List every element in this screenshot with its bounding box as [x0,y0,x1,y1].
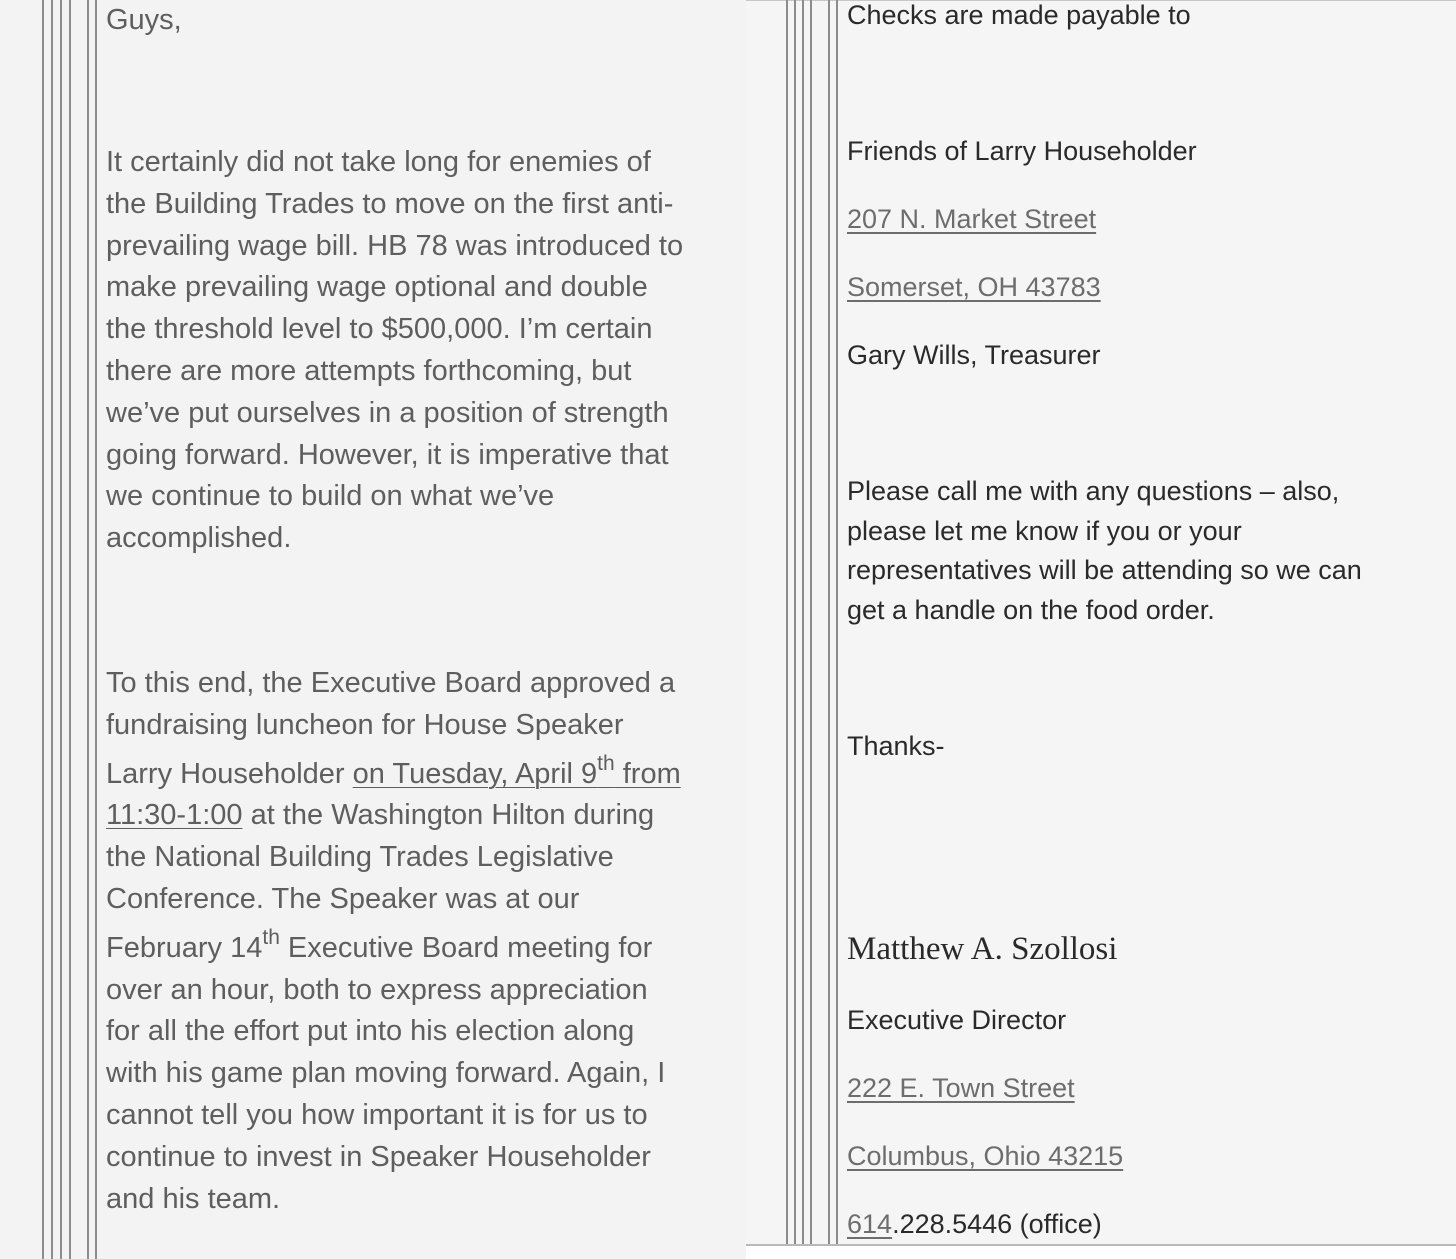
paragraph-line: accomplished. [106,522,292,555]
greeting: Guys, [106,4,182,36]
quote-rule [60,0,62,1259]
quote-rule [802,0,804,1244]
paragraph-line: Conference. The Speaker was at our [106,882,580,915]
paragraph-line: for all the effort put into his election along [106,1015,635,1048]
thanks-text: Thanks- [847,731,945,761]
payee-street-link[interactable]: 207 N. Market Street [847,204,1097,234]
payee-city-link[interactable]: Somerset, OH 43783 [847,272,1101,302]
paragraph-line: representatives will be attending so we can [847,555,1362,585]
paragraph-line: 11:30-1:00 at the Washington Hilton during [106,799,655,832]
quote-rule [95,0,97,1259]
paragraph-line: we continue to build on what we’ve [106,480,555,513]
bottom-divider [746,1244,1456,1259]
paragraph-line: It certainly did not take long for enemies of [106,146,651,178]
paragraph-line: To this end, the Executive Board approved a [106,667,676,699]
paragraph-line: we’ve put ourselves in a position of strength [106,396,669,429]
paragraph-line: the National Building Trades Legislative [106,841,614,874]
paragraph-line: cannot tell you how important it is for us to [106,1098,648,1131]
paragraph-line: over an hour, both to express appreciation [106,973,648,1006]
paragraph-line: the Building Trades to move on the first anti- [106,187,674,220]
quote-rule [42,0,44,1259]
quote-rule [828,0,830,1244]
phone-link[interactable]: 614 [847,1209,893,1239]
paragraph-prevailing-wage [106,142,726,560]
call-paragraph [847,472,1447,630]
paragraph-line: there are more attempts forthcoming, but [106,354,632,387]
paragraph-line: prevailing wage bill. HB 78 was introduced to [106,229,684,262]
paragraph-line: and his team. [106,1182,281,1215]
paragraph-line: get a handle on the food order. [847,594,1215,625]
right-email-pane [746,0,1456,1244]
payee-name: Friends of Larry Householder [847,136,1197,166]
phone-number: 614.228.5446 (office) [847,1209,1102,1239]
paragraph-line: fundraising luncheon for House Speaker [106,708,624,741]
paragraph-line: continue to invest in Speaker Householder [106,1140,651,1173]
quote-rule [87,0,89,1259]
paragraph-line: the threshold level to $500,000. I’m certain [106,313,653,346]
quote-rule [69,0,71,1259]
sender-street-link[interactable]: 222 E. Town Street [847,1073,1075,1103]
paragraph-line: Larry Householder on Tuesday, April 9th from [106,751,681,790]
signature-title: Executive Director [847,1005,1067,1035]
paragraph-line: going forward. However, it is imperative that [106,438,669,471]
quote-rule [810,0,812,1244]
quote-rule [786,0,788,1244]
sender-city-link[interactable]: Columbus, Ohio 43215 [847,1141,1124,1171]
quote-rule [794,0,796,1244]
signature-name: Matthew A. Szollosi [847,931,1118,967]
checks-payable-text: Checks are made payable to [847,0,1191,30]
paragraph-line: make prevailing wage optional and double [106,271,648,304]
quote-rule [836,0,838,1244]
paragraph-line: Please call me with any questions – also, [847,476,1340,506]
paragraph-line: with his game plan moving forward. Again, I [106,1057,666,1090]
date-link[interactable]: on Tuesday, April 9th from [352,751,681,790]
time-link[interactable]: 11:30-1:00 [106,799,243,832]
paragraph-fundraiser [106,663,726,1220]
treasurer-text: Gary Wills, Treasurer [847,340,1101,370]
paragraph-line: please let me know if you or your [847,515,1242,546]
quote-rule [51,0,53,1259]
paragraph-line: February 14th Executive Board meeting for [106,925,653,964]
